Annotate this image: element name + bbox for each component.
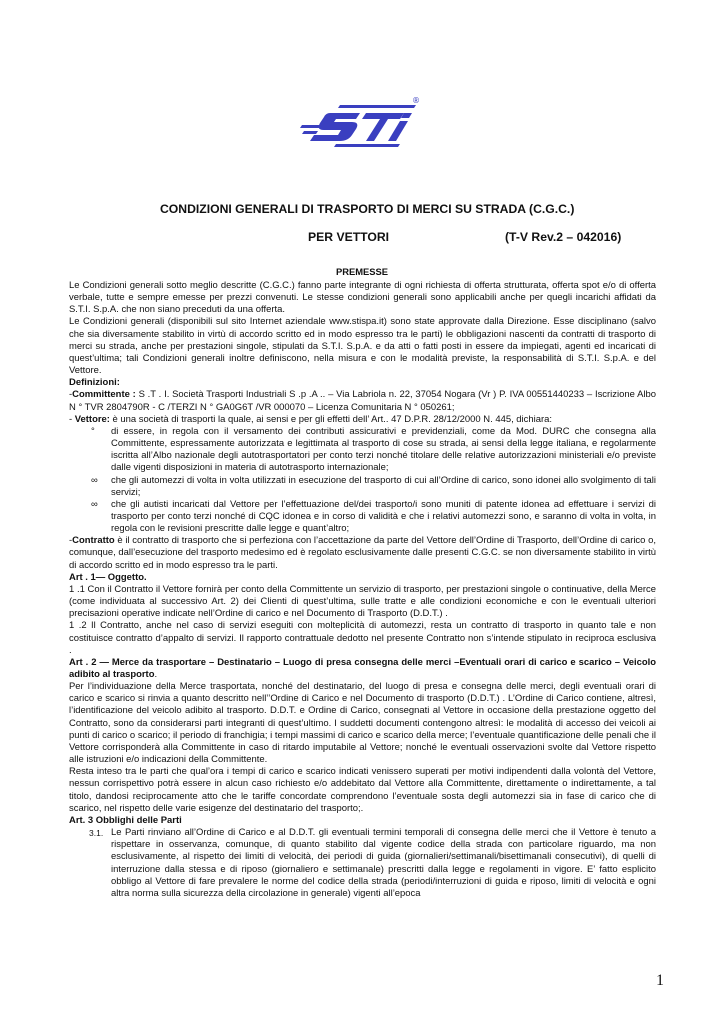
- list-item: ° di essere, in regola con il versamento dei contributi assicurativi e previdenziali, come da Mod. DURC che consegna alla Committente, espressamente autorizzata e legittimata al trasporto di cose su strada, ai sensi della legge italiana, e regolarmente iscritta all’Albo nazionale degli autotrasportatori per conto terzi nonché titolare delle relative autorizzazioni ministeriali e/o previste dalle vigenti disposizioni in materia di autotrasporto internazionale;: [91, 425, 656, 474]
- title-per-vettori: PER VETTORI: [308, 230, 390, 244]
- art2-paragraph-2: Resta inteso tra le parti che qual’ora i tempi di carico e scarico indicati venissero superati per motivi indipendenti dalla volontà del Vettore, nessun corrispettivo potrà essere in alcun caso richiesto e/o addebitato dal Vettore alla Committente, direttamente o indirettamente, a tal titolo, dandosi reciprocamente atto che le tariffe concordate comprendono l’eventuale sosta degli automezzi sia in fase di carico che di scarico, nel rispetto delle varie esigenze del destinatario del trasporto;.: [69, 766, 656, 814]
- committente-definition: -Committente : S .T . I. Società Trasporti Industriali S .p .A .. – Via Labriola n. 22, 37054 Nogara (Vr ) P. IVA 00551440233 – Iscrizione Albo N ° TVR 2804790R - C /TERZI N ° GA0G6T /VR 000070 – Licenza Comunitaria N ° 050261;: [69, 389, 656, 413]
- art3-heading: Art. 3 Obblighi delle Parti: [69, 814, 182, 826]
- committente-text: S .T . I. Società Trasporti Industriali S .p .A .. – Via Labriola n. 22, 37054 Nogara (Vr ) P. IVA 00551440233 – Iscrizione Albo N ° TVR 2804790R - C /TERZI N ° GA0G6T /VR 000070 – Licenza Comunitaria N ° 050261;: [69, 389, 656, 413]
- body-text: [69, 280, 656, 900]
- bullet-mark: ∞: [91, 498, 98, 510]
- bullet-mark: °: [91, 425, 95, 437]
- art2-paragraph-1: Per l’individuazione della Merce trasportata, nonché del destinatario, del luogo di presa e consegna delle merci, degli eventuali orari di carico e scarico si rinvia a quanto descritto nell’’Ordine di Carico e nel Documento di trasporto (D.D.T.) . L’Ordine di Carico contiene, altresì, l’identificazione del veicolo adibito al trasporto. D.D.T. e Ordine di Carico, consegnati al Vettore in occasione della prestazione oggetto del Contratto, sono da considerarsi parti integranti di quest’ultimo. I suddetti documenti contengono altresì: le modalità di accesso dei veicoli ai punti di carico o scarico; il periodo di franchigia; i tempi massimi di carico e scarico della merce; l’eventuale quantificazione delle penali che il Vettore corrisponderà alla Committente in caso di ritardo imputabile al Vettore; nonché le eventuali osservazioni svolte dal Vettore rispetto alle istruzioni e/o indicazioni della Committente.: [69, 681, 656, 766]
- registered-mark: ®: [412, 96, 420, 105]
- art1-clause-2: 1 .2 Il Contratto, anche nel caso di servizi eseguiti con molteplicità di automezzi, resta un contratto di trasporto in quanto tale e non costituisce contratto d’appalto di servizi. Il rapporto contrattuale dedotto nel presente Contratto non s’intende stipulato in reciproca esclusiva .: [69, 620, 656, 656]
- committente-label: Committente :: [72, 389, 136, 401]
- art3-clause-1: 3.1. Le Parti rinviano all’Ordine di Carico e al D.D.T. gli eventuali termini temporali di consegna delle merci che il Vettore è tenuto a rispettare in osservanza, comunque, di quanto stabilito dal vigente codice della strada con particolare riguardo, ma non esclusivamente, al rispetto dei limiti di velocità, dei periodi di guida (giornalieri/settimanali/bisettimanali consecutivi), di quelli di interruzione dalla stessa e di riposo (giornaliero e settimanale) prescritti dalla legge e regolamenti in vigore. E’ fatto esplicito obbligo al Vettore di fare prevalere le norme del codice della strada (periodi/interruzioni di guida e riposo, limiti di velocità e ogni altra norma sulla sicurezza della circolazione in generale) vigenti all’epoca: [89, 827, 656, 899]
- contratto-label: Contratto: [72, 535, 115, 547]
- sti-logo: [300, 85, 432, 153]
- contratto-definition: -Contratto è il contratto di trasporto che si perfeziona con l’accettazione da parte del Vettore dell’Ordine di Trasporto, dell’Ordine di carico o, comunque, dall’esecuzione del trasporto medesimo ed è regolato esclusivamente dalle presenti C.G.C. se non diversamente stabilito in virtù di accordo scritto ed in modo espresso tra le parti.: [69, 535, 656, 571]
- page-number: 1: [656, 972, 664, 989]
- vettore-text: è una società di trasporti la quale, ai sensi e per gli effetti dell’ Art.. 47 D.P.R. 28/12/2000 N. 445, dichiara:: [109, 413, 552, 425]
- list-item: ∞ che gli automezzi di volta in volta utilizzati in esecuzione del trasporto di cui all’Ordine di carico, sono idonei allo svolgimento di tali servizi;: [91, 474, 656, 498]
- clause-number: 3.1.: [89, 828, 104, 839]
- definizioni-heading: Definizioni:: [69, 377, 120, 389]
- title-line-1: CONDIZIONI GENERALI DI TRASPORTO DI MERCI SU STRADA (C.G.C.): [160, 202, 575, 216]
- premesse-heading: PREMESSE: [335, 266, 389, 277]
- contratto-text: è il contratto di trasporto che si perfeziona con l’accettazione da parte del Vettore dell’Ordine di Trasporto, dell’Ordine di carico o, comunque, dall’esecuzione del trasporto medesimo ed è regolato esclusivamente dalle presenti C.G.C. se non diversamente stabilito in virtù di accordo scritto ed in modo espresso tra le parti.: [69, 535, 656, 571]
- art2-heading: Art . 2 — Merce da trasportare – Destinatario – Luogo di presa consegna delle merci –Eventuali orari di carico e scarico – Veicolo adibito al trasporto.: [69, 656, 656, 680]
- list-item: ∞ che gli autisti incaricati dal Vettore per l’effettuazione del/dei trasporto/i sono muniti di patente idonea ad effettuare i servizi di trasporto per conto terzi nonché di CQC idonea e in corso di validità e che i relativi automezzi sono, e saranno di volta in volta, in regola con le revisioni prescritte dalle legge e quant’altro;: [91, 498, 656, 535]
- paragraph-intro: Le Condizioni generali sotto meglio descritte (C.G.C.) fanno parte integrante di ogni richiesta di offerta strutturata, offerta spot e/o di offerta verbale, tutte e sempre emesse per prezzi convenuti. Le stesse condizioni generali sono applicabili anche per quegli incarichi affidati da S.T.I. S.p.A. che non siano preceduti da una offerta.: [69, 280, 656, 316]
- vettore-label: Vettore:: [74, 413, 110, 425]
- art1-heading: Art . 1— Oggetto.: [69, 571, 147, 583]
- art1-clause-1: 1 .1 Con il Contratto il Vettore fornirà per conto della Committente un servizio di trasporto, per prestazioni singole o continuative, della Merce (come individuata al successivo Art. 2) dei Clienti di quest’ultima, sulle tratte e alle condizioni economiche e con le eventuali ulteriori precisazioni operative indicate nell’Ordine di carico e nel Documento di Trasporto (D.D.T.) .: [69, 583, 656, 620]
- revision-label: (T-V Rev.2 – 042016): [505, 230, 622, 244]
- vettore-definition: - Vettore: è una società di trasporti la quale, ai sensi e per gli effetti dell’ Art.. 47 D.P.R. 28/12/2000 N. 445, dichiara:: [69, 413, 552, 425]
- bullet-mark: ∞: [91, 474, 98, 486]
- paragraph-conditions: Le Condizioni generali (disponibili sul sito Internet aziendale www.stispa.it) sono state approvate dalla Direzione. Esse disciplinano (salvo che sia diversamente stabilito in virtù di accordo scritto ed in modo espresso tra le parti) le obbligazioni nascenti da contratti di trasporto di merci su strada, anche per prestazioni singole, stipulati da S.T.I. S.p.A. e da atti o fatti posti in essere da impiegati, agenti ed incaricati di quest’ultima; tali Condizioni generali inoltre definiscono, nella misura e con le modalità previste, la responsabilità di S.T.I. S.p.A. e del Vettore.: [69, 316, 656, 377]
